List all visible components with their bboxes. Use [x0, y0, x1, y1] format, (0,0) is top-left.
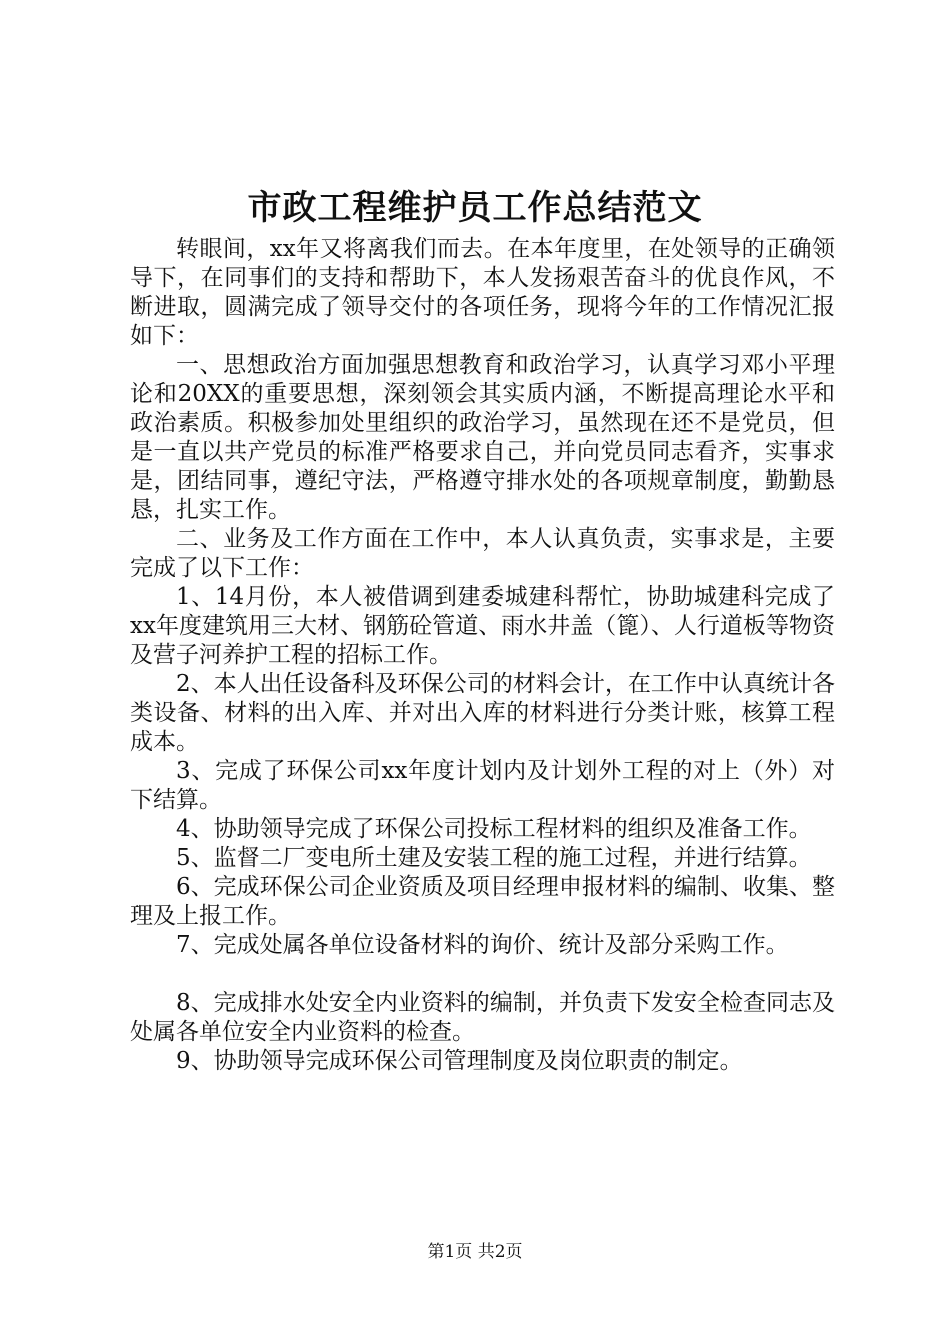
paragraph-item-2: 2、本人出任设备科及环保公司的材料会计，在工作中认真统计各类设备、材料的出入库、并对出入库的材料进行分类计账，核算工程成本。	[130, 671, 835, 755]
paragraph-item-5: 5、监督二厂变电所土建及安装工程的施工过程，并进行结算。	[176, 845, 812, 871]
paragraph-item-6: 6、完成环保公司企业资质及项目经理申报材料的编制、收集、整理及上报工作。	[130, 874, 835, 929]
paragraph-item-7: 7、完成处属各单位设备材料的询价、统计及部分采购工作。	[176, 932, 789, 958]
page-number: 第1页 共2页	[427, 1242, 523, 1262]
paragraph-item-3: 3、完成了环保公司xx年度计划内及计划外工程的对上（外）对下结算。	[130, 758, 835, 813]
document-body	[130, 235, 835, 1076]
paragraph-item-8: 8、完成排水处安全内业资料的编制，并负责下发安全检查同志及处属各单位安全内业资料的检查。	[130, 990, 835, 1045]
paragraph-section-two: 二、业务及工作方面在工作中，本人认真负责，实事求是，主要完成了以下工作：	[130, 526, 835, 581]
paragraph-item-9: 9、协助领导完成环保公司管理制度及岗位职责的制定。	[176, 1048, 743, 1074]
paragraph-item-4: 4、协助领导完成了环保公司投标工程材料的组织及准备工作。	[176, 816, 812, 842]
paragraph-section-one: 一、思想政治方面加强思想教育和政治学习，认真学习邓小平理论和20XX的重要思想，深刻领会其实质内涵，不断提高理论水平和政治素质。积极参加处里组织的政治学习，虽然现在还不是党员，但是一直以共产党员的标准严格要求自己，并向党员同志看齐，实事求是，团结同事，遵纪守法，严格遵守排水处的各项规章制度，勤勤恳恳，扎实工作。	[130, 352, 835, 523]
document-title: 市政工程维护员工作总结范文	[247, 188, 703, 228]
paragraph-item-1: 1、14月份，本人被借调到建委城建科帮忙，协助城建科完成了xx年度建筑用三大材、钢筋砼管道、雨水井盖（篦）、人行道板等物资及营子河养护工程的招标工作。	[130, 584, 835, 668]
paragraph-intro: 转眼间，xx年又将离我们而去。在本年度里，在处领导的正确领导下，在同事们的支持和帮助下，本人发扬艰苦奋斗的优良作风，不断进取，圆满完成了领导交付的各项任务，现将今年的工作情况汇报如下：	[130, 236, 835, 349]
